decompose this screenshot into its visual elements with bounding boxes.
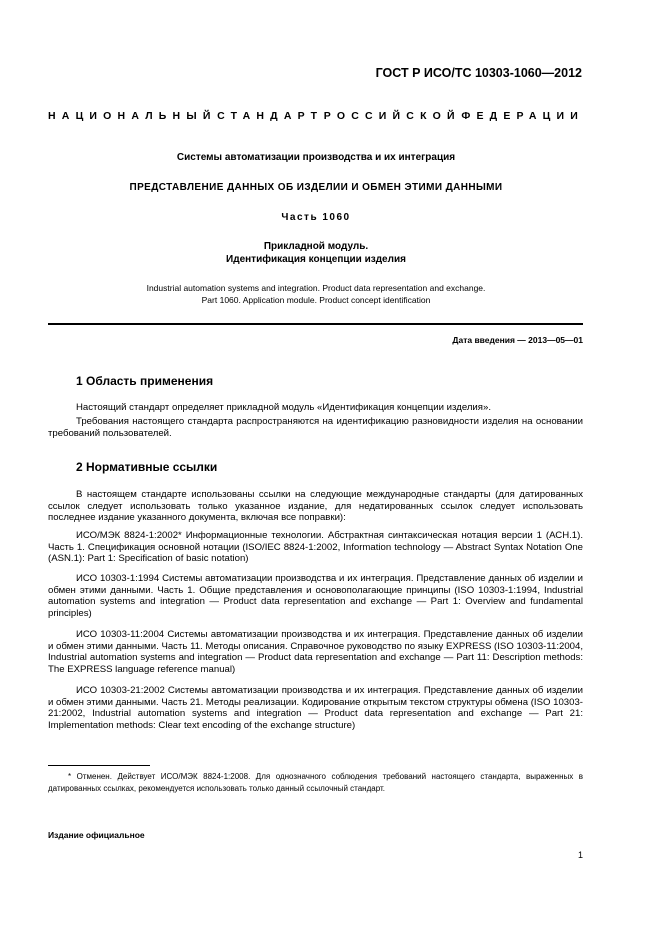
english-title-line: Part 1060. Application module. Product concept identification (201, 294, 431, 305)
main-title: ПРЕДСТАВЛЕНИЕ ДАННЫХ ОБ ИЗДЕЛИИ И ОБМЕН ЭТИМИ ДАННЫМИ (129, 182, 503, 193)
section-heading: 1 Область применения (76, 374, 214, 388)
footnote-divider (48, 765, 150, 766)
footnote: * Отменен. Действует ИСО/МЭК 8824-1:2008. Для однозначного соблюдения требований настоящего стандарта, выраженных в датированных ссылках, рекомендуется использовать только данный ссылочный стандарт. (48, 772, 583, 793)
paragraph: В настоящем стандарте использованы ссылки на следующие международные стандарты (для датированных ссылок следует использовать только указанное издание, для недатированных ссылок следует использовать последнее издание указанного документа, включая все поправки): (48, 489, 583, 524)
subtitle-line: Прикладной модуль. (263, 241, 369, 252)
reference-item: ИСО 10303-1:1994 Системы автоматизации производства и их интеграция. Представление данных об изделии и обмен этими данными. Часть 1. Общие представления и основополагающие принципы (ISO 10303-1:1994, Industrial automation systems and integration — Product data representation and exchange — Part 1: Overview and fundamental principles) (48, 573, 583, 619)
national-standard-banner (48, 110, 584, 122)
subtitle-line: Идентификация концепции изделия (226, 254, 406, 265)
paragraph: Требования настоящего стандарта распространяются на идентификацию разновидности изделия на основании требований пользователей. (48, 416, 583, 439)
banner-word: СТАНДАРТ (217, 110, 324, 122)
paragraph: Настоящий стандарт определяет прикладной модуль «Идентификация концепции изделия». (76, 402, 491, 413)
edition-label: Издание официальное (48, 830, 145, 840)
banner-word: НАЦИОНАЛЬНЫЙ (48, 110, 217, 122)
divider (48, 323, 583, 325)
reference-item: ИСО/МЭК 8824-1:2002* Информационные технологии. Абстрактная синтаксическая нотация версии 1 (АСН.1). Часть 1. Спецификация основной нотации (ISO/IEC 8824-1:2002, Information technology — Abstract Syntax Notation One (ASN.1): Part 1: Specification of basic notation) (48, 530, 583, 565)
english-title (48, 283, 584, 306)
section-heading: 2 Нормативные ссылки (76, 460, 218, 474)
subtitle (48, 240, 584, 266)
standard-code: ГОСТ Р ИСО/ТС 10303-1060—2012 (375, 66, 582, 80)
banner-word: ФЕДЕРАЦИИ (461, 110, 584, 122)
english-title-line: Industrial automation systems and integration. Product data representation and exchange. (146, 283, 486, 293)
series-title: Системы автоматизации производства и их интеграция (176, 152, 456, 163)
part-title: Часть 1060 (281, 212, 351, 223)
reference-item: ИСО 10303-21:2002 Системы автоматизации производства и их интеграция. Представление данных об изделии и обмен этими данными. Часть 21. Методы реализации. Кодирование открытым текстом структуры обмена (ISO 10303-21:2002, Industrial automation systems and integration — Product data representation and exchange — Part 21: Implementation methods: Clear text encoding of the exchange structure) (48, 685, 583, 731)
introduction-date: Дата введения — 2013—05—01 (452, 335, 583, 345)
page-number: 1 (577, 850, 583, 860)
reference-item: ИСО 10303-11:2004 Системы автоматизации производства и их интеграция. Представление данных об изделии и обмен этими данными. Часть 11. Методы описания. Справочное руководство по языку EXPRESS (ISO 10303-11:2004, Industrial automation systems and integration — Product data representation and exchange — Part 11: Description methods: The EXPRESS language reference manual) (48, 629, 583, 675)
banner-word: РОССИЙСКОЙ (323, 110, 461, 122)
